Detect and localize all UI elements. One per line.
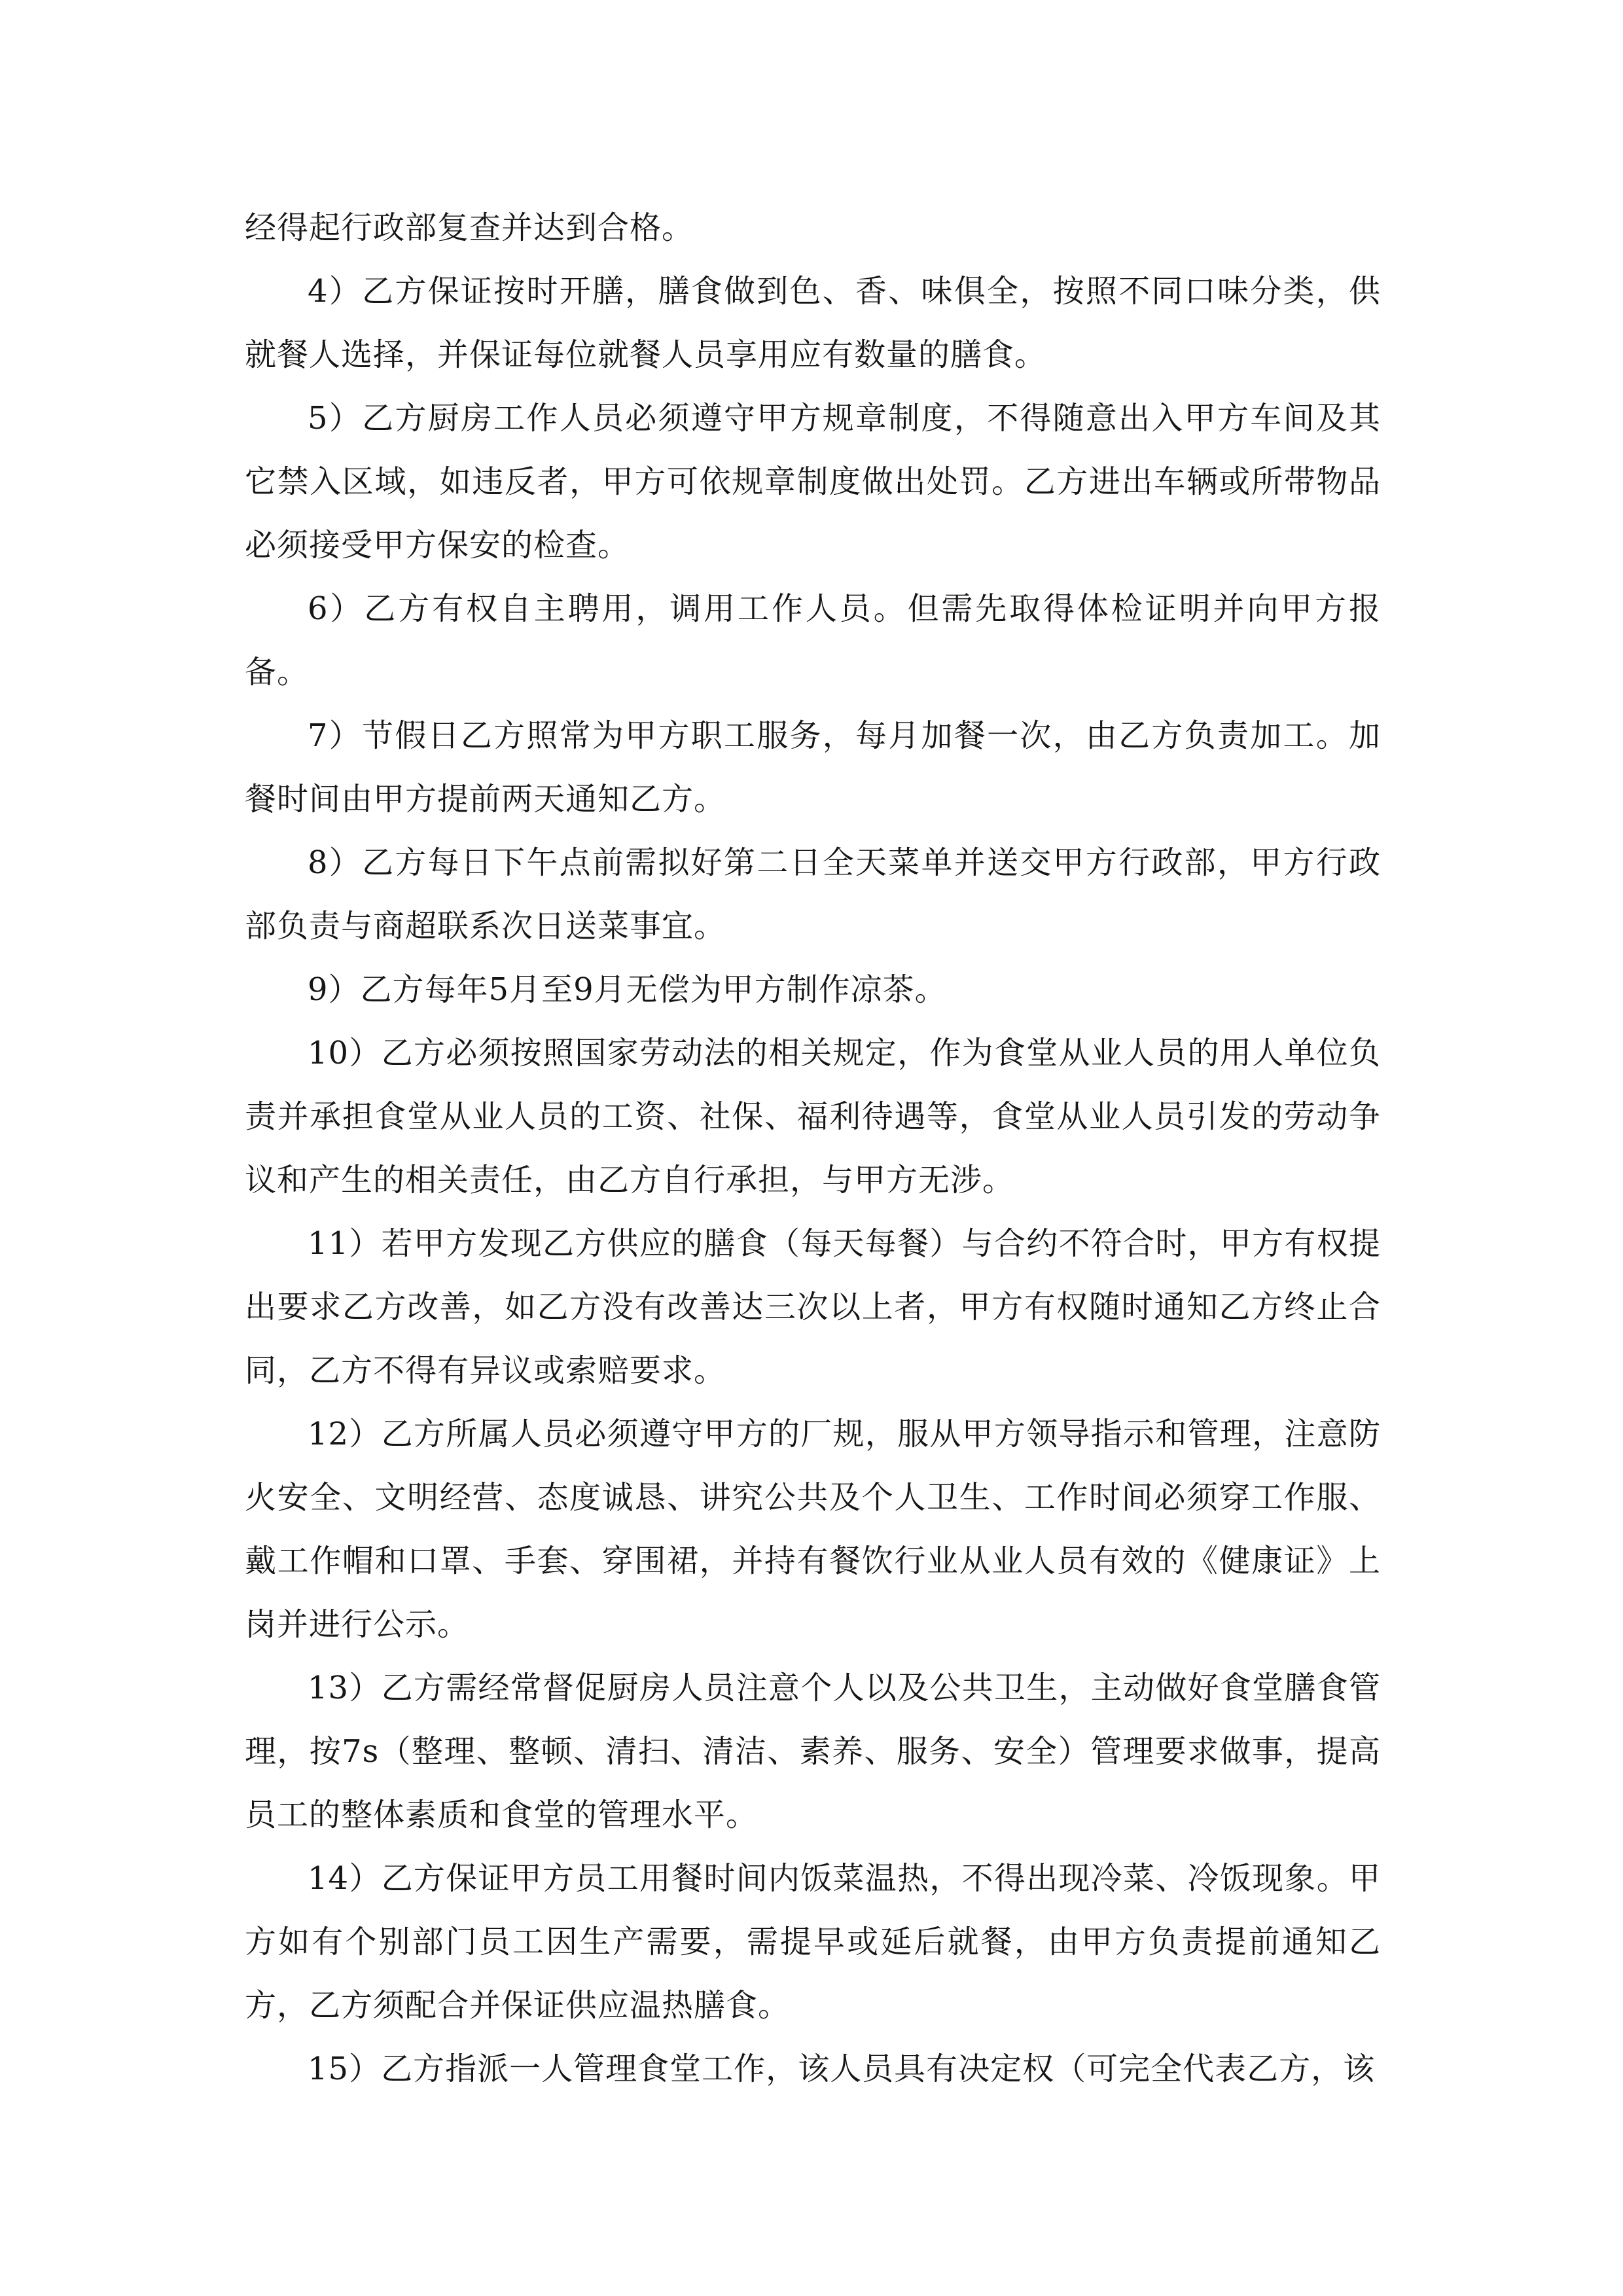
clause-6: 6）乙方有权自主聘用，调用工作人员。但需先取得体检证明并向甲方报备。 [245, 590, 1381, 691]
clause-8: 8）乙方每日下午点前需拟好第二日全天菜单并送交甲方行政部，甲方行政部负责与商超联系次日送菜事宜。 [245, 844, 1381, 944]
clause-5: 5）乙方厨房工作人员必须遵守甲方规章制度，不得随意出入甲方车间及其它禁入区域，如违反者，甲方可依规章制度做出处罚。乙方进出车辆或所带物品必须接受甲方保安的检查。 [245, 400, 1381, 564]
document-body [245, 196, 1381, 2101]
clause-11: 11）若甲方发现乙方供应的膳食（每天每餐）与合约不符合时，甲方有权提出要求乙方改善，如乙方没有改善达三次以上者，甲方有权随时通知乙方终止合同，乙方不得有异议或索赔要求。 [245, 1225, 1381, 1389]
clause-12: 12）乙方所属人员必须遵守甲方的厂规，服从甲方领导指示和管理，注意防火安全、文明经营、态度诚恳、讲究公共及个人卫生、工作时间必须穿工作服、戴工作帽和口罩、手套、穿围裙，并持有餐饮行业从业人员有效的《健康证》上岗并进行公示。 [245, 1416, 1381, 1643]
clause-4: 4）乙方保证按时开膳，膳食做到色、香、味俱全，按照不同口味分类，供就餐人选择，并保证每位就餐人员享用应有数量的膳食。 [245, 273, 1381, 373]
clause-10: 10）乙方必须按照国家劳动法的相关规定，作为食堂从业人员的用人单位负责并承担食堂从业人员的工资、社保、福利待遇等，食堂从业人员引发的劳动争议和产生的相关责任，由乙方自行承担，与甲方无涉。 [245, 1035, 1381, 1198]
clause-14: 14）乙方保证甲方员工用餐时间内饭菜温热，不得出现冷菜、冷饭现象。甲方如有个别部门员工因生产需要，需提早或延后就餐，由甲方负责提前通知乙方，乙方须配合并保证供应温热膳食。 [245, 1860, 1381, 2024]
clause-15: 15）乙方指派一人管理食堂工作，该人员具有决定权（可完全代表乙方，该 [308, 2051, 1376, 2087]
clause-9: 9）乙方每年5月至9月无偿为甲方制作凉茶。 [308, 971, 947, 1008]
clause-13: 13）乙方需经常督促厨房人员注意个人以及公共卫生，主动做好食堂膳食管理，按7s（整理、整顿、清扫、清洁、素养、服务、安全）管理要求做事，提高员工的整体素质和食堂的管理水平。 [245, 1670, 1381, 1833]
paragraph-continuation: 经得起行政部复查并达到合格。 [245, 209, 694, 246]
clause-7: 7）节假日乙方照常为甲方职工服务，每月加餐一次，由乙方负责加工。加餐时间由甲方提前两天通知乙方。 [245, 717, 1381, 817]
